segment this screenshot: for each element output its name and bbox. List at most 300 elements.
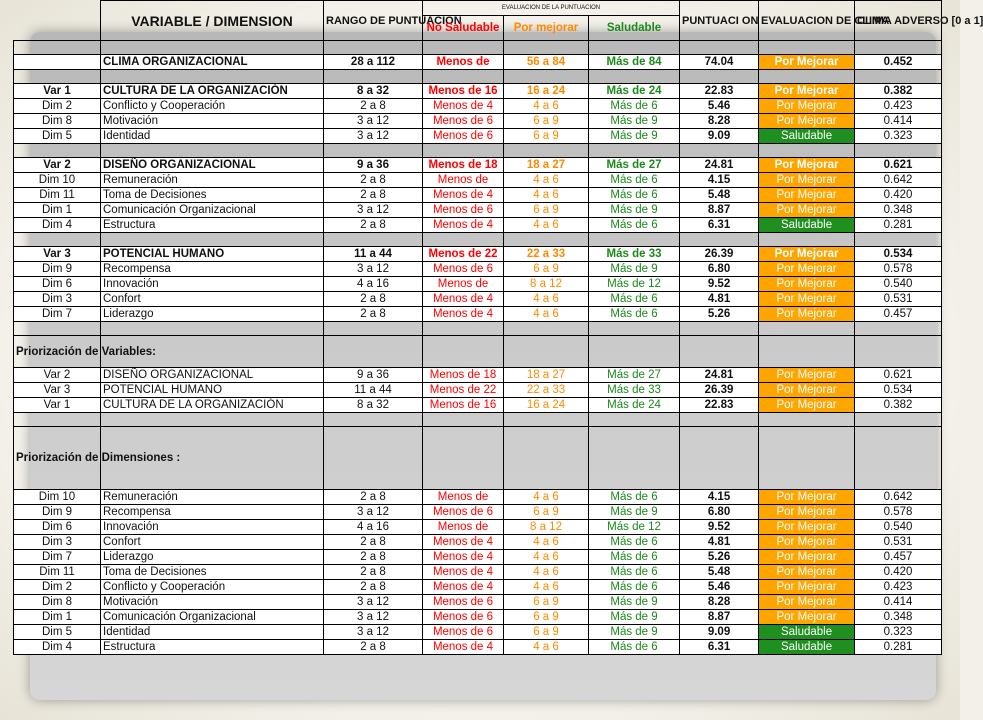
row-evaluacion-clima: Saludable — [759, 640, 855, 655]
row-evaluacion-clima: Por Mejorar — [759, 580, 855, 595]
row-por-mejorar: 22 a 33 — [504, 247, 589, 262]
spacer-cell — [324, 413, 423, 427]
row-saludable: Más de 9 — [589, 610, 680, 625]
row-code: Dim 7 — [14, 307, 101, 322]
row-evaluacion-clima: Por Mejorar — [759, 520, 855, 535]
spacer-cell — [855, 322, 942, 336]
row-clima-adverso: 0.540 — [855, 520, 942, 535]
row-clima-adverso: 0.414 — [855, 114, 942, 129]
spacer-cell — [759, 336, 855, 368]
row-name: Motivación — [101, 595, 324, 610]
spacer-cell — [680, 427, 759, 490]
spacer-cell — [855, 41, 942, 55]
spacer-cell — [759, 144, 855, 158]
row-rango: 2 a 8 — [324, 535, 423, 550]
dimension-row — [14, 129, 942, 144]
row-evaluacion-clima: Por Mejorar — [759, 595, 855, 610]
spacer-cell — [504, 144, 589, 158]
spacer-cell — [101, 413, 324, 427]
row-code: Var 3 — [14, 247, 101, 262]
spacer-cell — [680, 233, 759, 247]
climate-table — [13, 0, 983, 655]
dimension-row — [14, 99, 942, 114]
row-evaluacion-clima: Por Mejorar — [759, 398, 855, 413]
spacer-cell — [855, 413, 942, 427]
row-name: Liderazgo — [101, 550, 324, 565]
row-code: Dim 2 — [14, 99, 101, 114]
header-por-mejorar: Por mejorar — [504, 16, 589, 41]
spacer-cell — [423, 70, 504, 84]
row-saludable: Más de 9 — [589, 262, 680, 277]
row-saludable: Más de 6 — [589, 218, 680, 233]
row-evaluacion-clima: Por Mejorar — [759, 277, 855, 292]
row-no-saludable: Menos de 4 — [423, 307, 504, 322]
row-no-saludable: Menos de 6 — [423, 203, 504, 218]
spacer-cell — [324, 144, 423, 158]
row-name: CULTURA DE LA ORGANIZACIÓN — [101, 84, 324, 99]
row-puntuacion: 22.83 — [680, 84, 759, 99]
header-puntuacion: PUNTUACI ON — [680, 1, 759, 41]
row-evaluacion-clima: Por Mejorar — [759, 490, 855, 505]
spacer-cell — [14, 413, 101, 427]
spacer-cell — [504, 41, 589, 55]
row-puntuacion: 4.15 — [680, 490, 759, 505]
row-saludable: Más de 33 — [589, 247, 680, 262]
row-name: Remuneración — [101, 490, 324, 505]
row-puntuacion: 6.80 — [680, 505, 759, 520]
row-clima-adverso: 0.621 — [855, 158, 942, 173]
row-rango: 2 a 8 — [324, 307, 423, 322]
spacer-cell — [504, 70, 589, 84]
row-puntuacion: 24.81 — [680, 158, 759, 173]
row-clima-adverso: 0.531 — [855, 535, 942, 550]
header-evaluacion-clima: EVALUACION DE CLIMA — [759, 1, 855, 41]
row-no-saludable: Menos de — [423, 520, 504, 535]
row-code: Var 2 — [14, 158, 101, 173]
row-rango: 2 a 8 — [324, 188, 423, 203]
row-name: Confort — [101, 535, 324, 550]
row-no-saludable: Menos de 18 — [423, 158, 504, 173]
row-no-saludable: Menos de 4 — [423, 580, 504, 595]
dimension-row — [14, 565, 942, 580]
row-evaluacion-clima: Por Mejorar — [759, 307, 855, 322]
row-name: CULTURA DE LA ORGANIZACIÓN — [101, 398, 324, 413]
row-puntuacion: 8.28 — [680, 114, 759, 129]
row-por-mejorar: 16 a 24 — [504, 398, 589, 413]
row-puntuacion: 9.52 — [680, 277, 759, 292]
row-rango: 2 a 8 — [324, 218, 423, 233]
row-evaluacion-clima: Por Mejorar — [759, 84, 855, 99]
row-evaluacion-clima: Por Mejorar — [759, 188, 855, 203]
variable-row — [14, 247, 942, 262]
spacer-cell — [423, 336, 504, 368]
row-por-mejorar: 4 a 6 — [504, 307, 589, 322]
row-code: Var 3 — [14, 383, 101, 398]
row-name: CLIMA ORGANIZACIONAL — [101, 55, 324, 70]
header-no-saludable: No Saludable — [423, 16, 504, 41]
row-rango: 4 a 16 — [324, 277, 423, 292]
row-no-saludable: Menos de 6 — [423, 595, 504, 610]
spacer-cell — [101, 70, 324, 84]
row-evaluacion-clima: Saludable — [759, 625, 855, 640]
spacer-cell — [855, 233, 942, 247]
row-por-mejorar: 6 a 9 — [504, 114, 589, 129]
row-evaluacion-clima: Por Mejorar — [759, 535, 855, 550]
row-rango: 9 a 36 — [324, 158, 423, 173]
row-code — [14, 55, 101, 70]
row-saludable: Más de 6 — [589, 490, 680, 505]
row-name: Motivación — [101, 114, 324, 129]
row-evaluacion-clima: Por Mejorar — [759, 565, 855, 580]
row-evaluacion-clima: Por Mejorar — [759, 173, 855, 188]
row-rango: 2 a 8 — [324, 550, 423, 565]
row-no-saludable: Menos de — [423, 490, 504, 505]
row-por-mejorar: 6 a 9 — [504, 129, 589, 144]
row-code: Dim 1 — [14, 610, 101, 625]
spacer-cell — [504, 336, 589, 368]
row-clima-adverso: 0.323 — [855, 625, 942, 640]
spacer-cell — [680, 41, 759, 55]
row-clima-adverso: 0.420 — [855, 188, 942, 203]
spacer-cell — [423, 322, 504, 336]
spacer-cell — [101, 233, 324, 247]
spacer-cell — [680, 70, 759, 84]
row-rango: 2 a 8 — [324, 640, 423, 655]
row-evaluacion-clima: Por Mejorar — [759, 550, 855, 565]
row-puntuacion: 4.15 — [680, 173, 759, 188]
row-puntuacion: 22.83 — [680, 398, 759, 413]
row-rango: 2 a 8 — [324, 580, 423, 595]
row-saludable: Más de 9 — [589, 595, 680, 610]
spacer-row — [14, 144, 942, 158]
dimension-row — [14, 368, 942, 383]
row-evaluacion-clima: Por Mejorar — [759, 262, 855, 277]
spacer-cell — [589, 427, 680, 490]
dimension-row — [14, 550, 942, 565]
spacer-cell — [680, 413, 759, 427]
row-saludable: Más de 6 — [589, 173, 680, 188]
spacer-cell — [324, 427, 423, 490]
header-saludable: Saludable — [589, 16, 680, 41]
spacer-cell — [324, 322, 423, 336]
row-por-mejorar: 6 a 9 — [504, 625, 589, 640]
row-no-saludable: Menos de 4 — [423, 99, 504, 114]
row-saludable: Más de 24 — [589, 84, 680, 99]
row-code: Dim 8 — [14, 595, 101, 610]
row-clima-adverso: 0.281 — [855, 640, 942, 655]
spacer-cell — [324, 336, 423, 368]
dimension-row — [14, 580, 942, 595]
row-clima-adverso: 0.414 — [855, 595, 942, 610]
header-clima-adverso: CLIMA ADVERSO [0 a 1] — [855, 1, 942, 41]
row-name: Liderazgo — [101, 307, 324, 322]
row-rango: 2 a 8 — [324, 99, 423, 114]
row-clima-adverso: 0.323 — [855, 129, 942, 144]
dimension-row — [14, 277, 942, 292]
spacer-cell — [504, 427, 589, 490]
row-clima-adverso: 0.578 — [855, 262, 942, 277]
row-name: Remuneración — [101, 173, 324, 188]
row-por-mejorar: 4 a 6 — [504, 292, 589, 307]
header-row-1 — [14, 1, 942, 16]
row-clima-adverso: 0.423 — [855, 99, 942, 114]
row-name: Innovación — [101, 520, 324, 535]
row-por-mejorar: 8 a 12 — [504, 520, 589, 535]
row-por-mejorar: 56 a 84 — [504, 55, 589, 70]
row-code: Var 1 — [14, 84, 101, 99]
row-por-mejorar: 6 a 9 — [504, 505, 589, 520]
row-name: Identidad — [101, 625, 324, 640]
spacer-cell — [423, 233, 504, 247]
spacer-cell — [589, 70, 680, 84]
row-clima-adverso: 0.578 — [855, 505, 942, 520]
header-variable: VARIABLE / DIMENSION — [101, 1, 324, 41]
row-puntuacion: 8.87 — [680, 610, 759, 625]
row-no-saludable: Menos de 16 — [423, 84, 504, 99]
row-por-mejorar: 18 a 27 — [504, 158, 589, 173]
row-puntuacion: 6.31 — [680, 218, 759, 233]
row-evaluacion-clima: Por Mejorar — [759, 99, 855, 114]
dimension-row — [14, 383, 942, 398]
dimension-row — [14, 535, 942, 550]
spacer-cell — [101, 144, 324, 158]
row-clima-adverso: 0.420 — [855, 565, 942, 580]
spacer-cell — [504, 413, 589, 427]
row-name: Toma de Decisiones — [101, 188, 324, 203]
row-rango: 3 a 12 — [324, 610, 423, 625]
row-no-saludable: Menos de 22 — [423, 383, 504, 398]
row-name: Estructura — [101, 640, 324, 655]
row-code: Dim 7 — [14, 550, 101, 565]
dimension-row — [14, 114, 942, 129]
row-puntuacion: 6.80 — [680, 262, 759, 277]
spacer-cell — [324, 70, 423, 84]
row-puntuacion: 5.48 — [680, 188, 759, 203]
row-rango: 11 a 44 — [324, 247, 423, 262]
spacer-cell — [855, 144, 942, 158]
row-por-mejorar: 4 a 6 — [504, 188, 589, 203]
spacer-row — [14, 233, 942, 247]
row-saludable: Más de 33 — [589, 383, 680, 398]
dimension-row — [14, 292, 942, 307]
row-por-mejorar: 4 a 6 — [504, 218, 589, 233]
row-name: Conflicto y Cooperación — [101, 99, 324, 114]
row-code: Var 1 — [14, 398, 101, 413]
row-puntuacion: 4.81 — [680, 535, 759, 550]
row-code: Dim 9 — [14, 505, 101, 520]
row-clima-adverso: 0.348 — [855, 203, 942, 218]
row-name: Conflicto y Cooperación — [101, 580, 324, 595]
row-evaluacion-clima: Por Mejorar — [759, 247, 855, 262]
dimension-row — [14, 625, 942, 640]
spacer-cell — [759, 233, 855, 247]
row-saludable: Más de 84 — [589, 55, 680, 70]
row-puntuacion: 9.52 — [680, 520, 759, 535]
spacer-cell — [589, 322, 680, 336]
row-saludable: Más de 6 — [589, 99, 680, 114]
row-evaluacion-clima: Saludable — [759, 218, 855, 233]
variable-row — [14, 84, 942, 99]
row-por-mejorar: 4 a 6 — [504, 99, 589, 114]
variable-row — [14, 55, 942, 70]
spacer-cell — [855, 70, 942, 84]
spacer-cell — [759, 70, 855, 84]
row-clima-adverso: 0.423 — [855, 580, 942, 595]
spacer-cell — [423, 427, 504, 490]
spacer-cell — [680, 322, 759, 336]
row-evaluacion-clima: Por Mejorar — [759, 158, 855, 173]
row-no-saludable: Menos de 6 — [423, 505, 504, 520]
spacer-row — [14, 70, 942, 84]
row-saludable: Más de 6 — [589, 550, 680, 565]
row-por-mejorar: 4 a 6 — [504, 490, 589, 505]
row-no-saludable: Menos de — [423, 173, 504, 188]
row-name: Toma de Decisiones — [101, 565, 324, 580]
row-code: Dim 5 — [14, 129, 101, 144]
row-clima-adverso: 0.621 — [855, 368, 942, 383]
row-evaluacion-clima: Por Mejorar — [759, 203, 855, 218]
spacer-cell — [504, 322, 589, 336]
row-rango: 3 a 12 — [324, 595, 423, 610]
row-saludable: Más de 9 — [589, 505, 680, 520]
row-no-saludable: Menos de 6 — [423, 625, 504, 640]
row-code: Dim 10 — [14, 173, 101, 188]
spacer-cell — [589, 413, 680, 427]
row-rango: 8 a 32 — [324, 84, 423, 99]
row-code: Dim 4 — [14, 640, 101, 655]
row-no-saludable: Menos de 6 — [423, 129, 504, 144]
row-clima-adverso: 0.642 — [855, 173, 942, 188]
row-no-saludable: Menos de 4 — [423, 188, 504, 203]
row-puntuacion: 74.04 — [680, 55, 759, 70]
spacer-cell — [14, 233, 101, 247]
row-no-saludable: Menos de 4 — [423, 640, 504, 655]
row-puntuacion: 5.26 — [680, 550, 759, 565]
row-saludable: Más de 6 — [589, 188, 680, 203]
spacer-row — [14, 322, 942, 336]
row-name: Recompensa — [101, 262, 324, 277]
spacer-cell — [680, 336, 759, 368]
row-puntuacion: 5.46 — [680, 580, 759, 595]
row-por-mejorar: 4 a 6 — [504, 535, 589, 550]
row-name: Innovación — [101, 277, 324, 292]
row-name: POTENCIAL HUMANO — [101, 247, 324, 262]
dimension-row — [14, 173, 942, 188]
row-por-mejorar: 4 a 6 — [504, 550, 589, 565]
row-evaluacion-clima: Por Mejorar — [759, 114, 855, 129]
row-puntuacion: 6.31 — [680, 640, 759, 655]
spacer-cell — [423, 144, 504, 158]
row-code: Dim 2 — [14, 580, 101, 595]
row-code: Dim 9 — [14, 262, 101, 277]
row-clima-adverso: 0.382 — [855, 84, 942, 99]
spacer-cell — [14, 144, 101, 158]
row-code: Dim 5 — [14, 625, 101, 640]
spacer-cell — [759, 322, 855, 336]
spacer-row — [14, 41, 942, 55]
row-saludable: Más de 6 — [589, 292, 680, 307]
spacer-cell — [759, 427, 855, 490]
row-code: Dim 3 — [14, 292, 101, 307]
row-rango: 2 a 8 — [324, 292, 423, 307]
row-puntuacion: 26.39 — [680, 383, 759, 398]
row-saludable: Más de 6 — [589, 565, 680, 580]
row-no-saludable: Menos de 4 — [423, 292, 504, 307]
row-por-mejorar: 6 a 9 — [504, 595, 589, 610]
row-rango: 2 a 8 — [324, 565, 423, 580]
row-saludable: Más de 9 — [589, 114, 680, 129]
spacer-cell — [759, 41, 855, 55]
spacer-cell — [759, 413, 855, 427]
row-rango: 3 a 12 — [324, 505, 423, 520]
row-rango: 3 a 12 — [324, 203, 423, 218]
dimension-row — [14, 307, 942, 322]
row-no-saludable: Menos de 4 — [423, 565, 504, 580]
row-no-saludable: Menos de 6 — [423, 114, 504, 129]
dimension-row — [14, 490, 942, 505]
row-rango: 11 a 44 — [324, 383, 423, 398]
row-saludable: Más de 6 — [589, 640, 680, 655]
priorizacion-dimensiones — [14, 427, 942, 490]
row-code: Dim 4 — [14, 218, 101, 233]
row-name: Comunicación Organizacional — [101, 203, 324, 218]
row-por-mejorar: 4 a 6 — [504, 565, 589, 580]
spacer-cell — [589, 336, 680, 368]
row-puntuacion: 9.09 — [680, 129, 759, 144]
dimension-row — [14, 610, 942, 625]
spacer-cell — [14, 322, 101, 336]
row-name: POTENCIAL HUMANO — [101, 383, 324, 398]
row-code: Dim 8 — [14, 114, 101, 129]
row-clima-adverso: 0.457 — [855, 550, 942, 565]
row-clima-adverso: 0.642 — [855, 490, 942, 505]
row-no-saludable: Menos de 6 — [423, 262, 504, 277]
spacer-cell — [589, 233, 680, 247]
row-saludable: Más de 27 — [589, 368, 680, 383]
row-no-saludable: Menos de — [423, 277, 504, 292]
spacer-cell — [855, 336, 942, 368]
row-evaluacion-clima: Por Mejorar — [759, 368, 855, 383]
row-por-mejorar: 6 a 9 — [504, 610, 589, 625]
row-saludable: Más de 9 — [589, 129, 680, 144]
row-code: Dim 3 — [14, 535, 101, 550]
spacer-cell — [589, 144, 680, 158]
header-evaluacion-puntuacion: EVALUACION DE LA PUNTUACION — [423, 1, 680, 16]
row-saludable: Más de 6 — [589, 580, 680, 595]
row-saludable: Más de 27 — [589, 158, 680, 173]
row-rango: 3 a 12 — [324, 625, 423, 640]
priorizacion-variables-label: Priorización de Variables: — [14, 336, 101, 368]
row-evaluacion-clima: Por Mejorar — [759, 383, 855, 398]
row-puntuacion: 9.09 — [680, 625, 759, 640]
row-evaluacion-clima: Por Mejorar — [759, 292, 855, 307]
row-rango: 4 a 16 — [324, 520, 423, 535]
row-code: Dim 1 — [14, 203, 101, 218]
row-saludable: Más de 24 — [589, 398, 680, 413]
spacer-cell — [14, 41, 101, 55]
row-rango: 8 a 32 — [324, 398, 423, 413]
row-rango: 2 a 8 — [324, 490, 423, 505]
row-code: Dim 10 — [14, 490, 101, 505]
dimension-row — [14, 203, 942, 218]
row-clima-adverso: 0.348 — [855, 610, 942, 625]
spacer-cell — [504, 233, 589, 247]
spacer-cell — [855, 427, 942, 490]
spacer-cell — [589, 41, 680, 55]
dimension-row — [14, 595, 942, 610]
spacer-row — [14, 413, 942, 427]
row-por-mejorar: 16 a 24 — [504, 84, 589, 99]
